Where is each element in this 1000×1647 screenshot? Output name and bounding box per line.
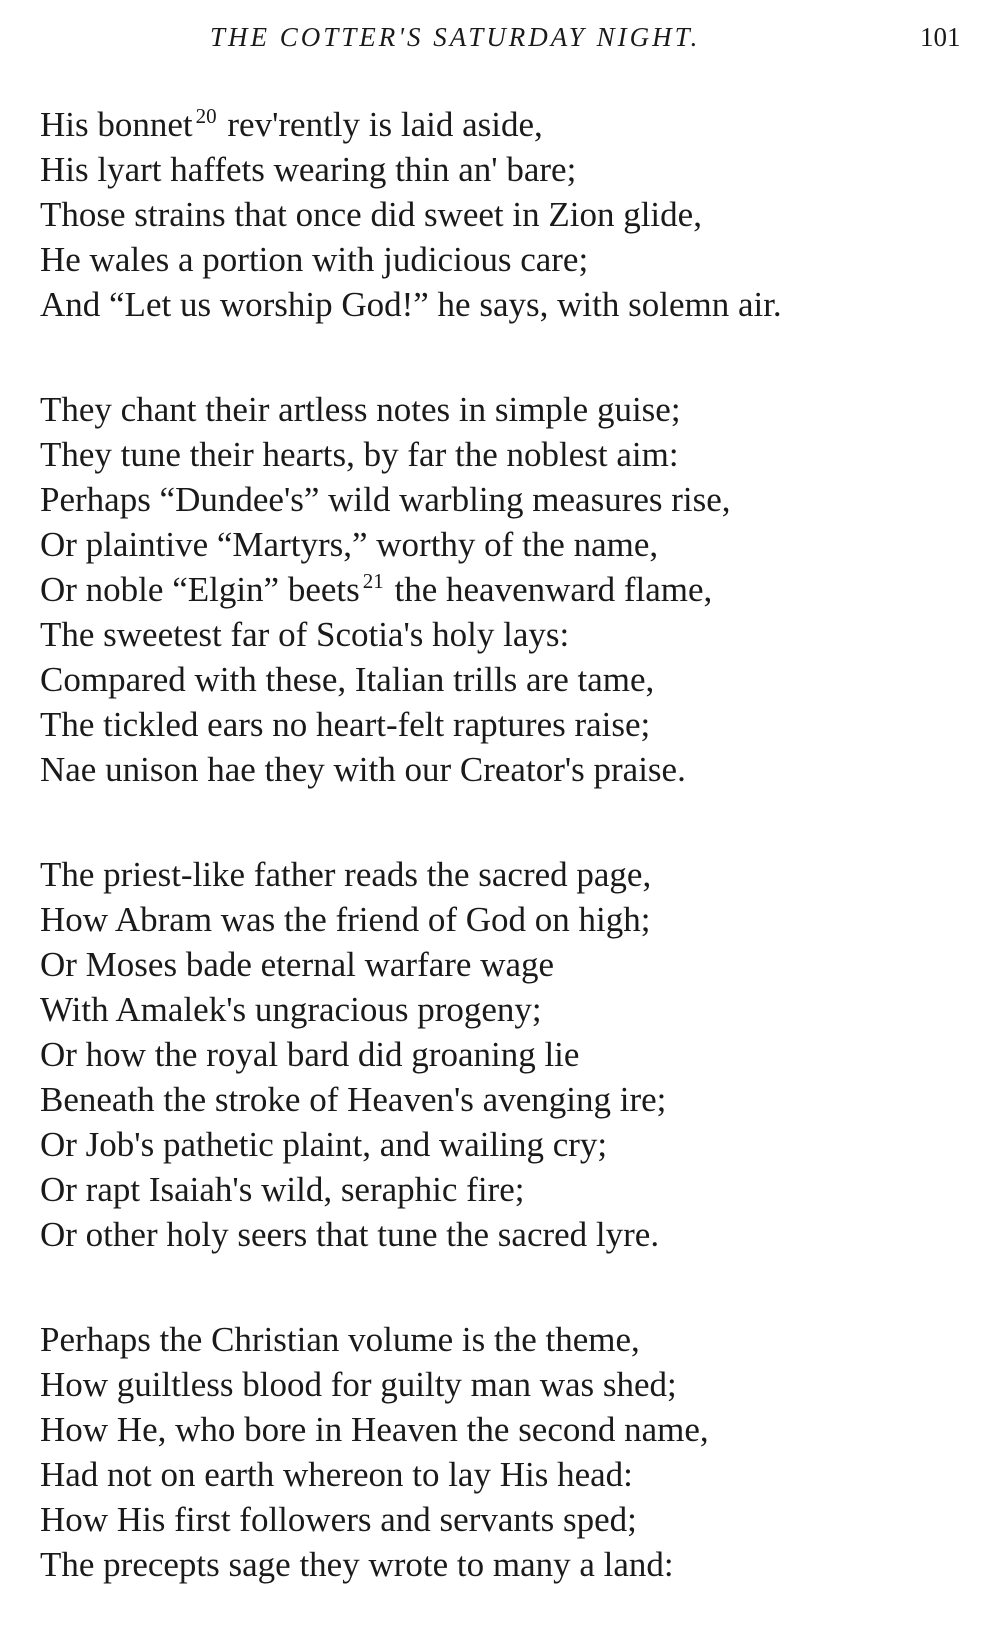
verse-line: Or Job's pathetic plaint, and wailing cry;: [40, 1125, 608, 1164]
verse-line: [40, 567, 970, 612]
stanza: [40, 102, 970, 327]
verse-line: Perhaps the Christian volume is the theme,: [40, 1320, 640, 1359]
verse-line: Or Moses bade eternal warfare wage: [40, 945, 555, 984]
verse-line: With Amalek's ungracious progeny;: [40, 990, 542, 1029]
verse-text: the heavenward flame,: [385, 570, 713, 609]
verse-line: Or plaintive “Martyrs,” worthy of the name,: [40, 525, 659, 564]
verse-line: How He, who bore in Heaven the second name,: [40, 1410, 709, 1449]
verse-line: He wales a portion with judicious care;: [40, 240, 589, 279]
stanza: [40, 852, 970, 1257]
verse-line: They chant their artless notes in simple guise;: [40, 390, 681, 429]
verse-text: His bonnet: [40, 105, 193, 144]
verse-line: How guiltless blood for guilty man was shed;: [40, 1365, 677, 1404]
verse-line: Or how the royal bard did groaning lie: [40, 1035, 580, 1074]
verse-line: Nae unison hae they with our Creator's praise.: [40, 750, 686, 789]
verse-line: The sweetest far of Scotia's holy lays:: [40, 615, 570, 654]
footnote-reference: 21: [362, 569, 384, 593]
verse-line: Compared with these, Italian trills are tame,: [40, 660, 655, 699]
verse-line: Those strains that once did sweet in Zion glide,: [40, 195, 702, 234]
verse-line: How His first followers and servants sped;: [40, 1500, 637, 1539]
verse-line: They tune their hearts, by far the noblest aim:: [40, 435, 679, 474]
verse-line: The precepts sage they wrote to many a land:: [40, 1545, 674, 1584]
verse-line: Or rapt Isaiah's wild, seraphic fire;: [40, 1170, 525, 1209]
verse-text: rev'rently is laid aside,: [218, 105, 543, 144]
verse-line: Or other holy seers that tune the sacred lyre.: [40, 1215, 660, 1254]
verse-line: How Abram was the friend of God on high;: [40, 900, 651, 939]
verse-line: [40, 102, 970, 147]
running-title: THE COTTER'S SATURDAY NIGHT.: [210, 22, 701, 52]
stanza: [40, 387, 970, 792]
running-head: [0, 22, 1000, 62]
stanza: [40, 1317, 970, 1587]
footnote-reference: 20: [195, 104, 217, 128]
verse-text: Or noble “Elgin” beets: [40, 570, 360, 609]
poem-body: [40, 102, 970, 1647]
verse-line: The tickled ears no heart-felt raptures raise;: [40, 705, 651, 744]
verse-line: His lyart haffets wearing thin an' bare;: [40, 150, 577, 189]
page-number: 101: [920, 22, 961, 52]
verse-line: Had not on earth whereon to lay His head:: [40, 1455, 633, 1494]
verse-line: The priest-like father reads the sacred page,: [40, 855, 652, 894]
verse-line: Beneath the stroke of Heaven's avenging ire;: [40, 1080, 667, 1119]
verse-line: And “Let us worship God!” he says, with solemn air.: [40, 285, 782, 324]
verse-line: Perhaps “Dundee's” wild warbling measures rise,: [40, 480, 731, 519]
